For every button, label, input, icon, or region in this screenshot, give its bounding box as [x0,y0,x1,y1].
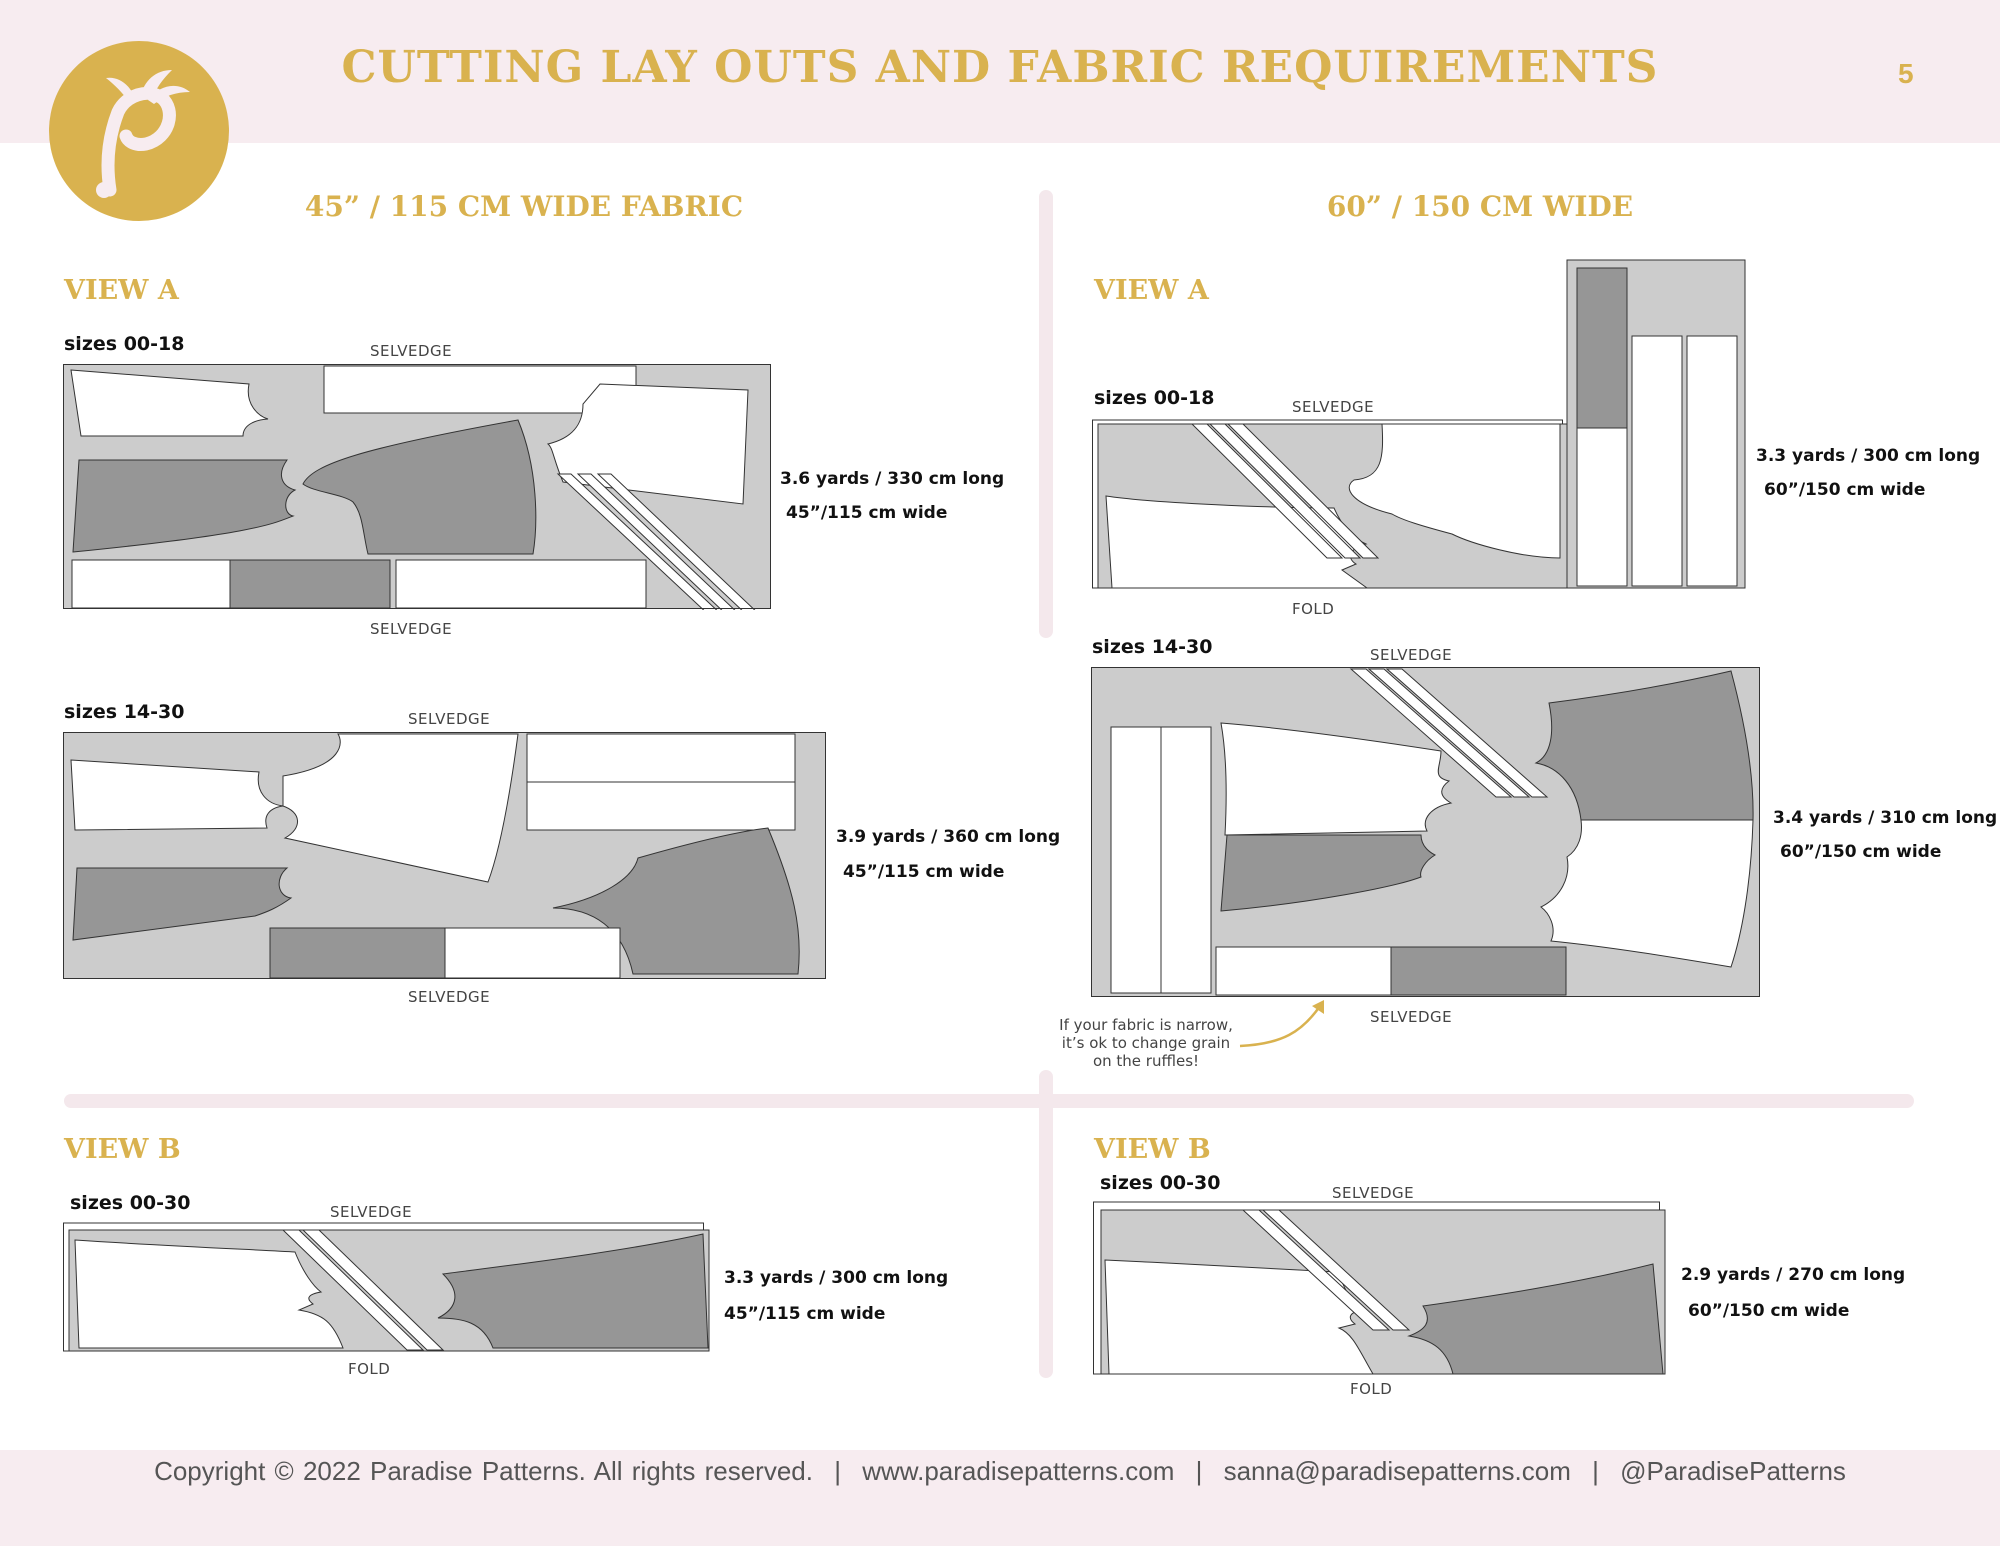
right-a2-top-edge: SELVEDGE [1370,646,1453,664]
page-number: 5 [1898,58,1914,89]
left-a2-layout-diagram [63,732,828,980]
right-a2-layout-diagram [1091,667,1763,999]
left-a2-width: 45”/115 cm wide [843,862,1005,882]
footer-email-link[interactable]: sanna@paradisepatterns.com [1223,1456,1571,1486]
right-b1-length: 2.9 yards / 270 cm long [1681,1265,1906,1285]
left-a1-layout-diagram [63,364,773,610]
footer-social-handle[interactable]: @ParadisePatterns [1620,1456,1846,1486]
ruffle-grain-note [1040,1016,1252,1070]
left-a2-sizes: sizes 14-30 [64,701,185,723]
footer-copyright: Copyright © 2022 Paradise Patterns. All rights reserved. [154,1456,813,1486]
footer [0,1456,2000,1487]
left-b1-layout-diagram [63,1222,711,1352]
right-a1-width: 60”/150 cm wide [1764,480,1926,500]
right-b1-layout-diagram [1093,1200,1667,1376]
right-a2-sizes: sizes 14-30 [1092,636,1213,658]
right-a1-length: 3.3 yards / 300 cm long [1756,446,1981,466]
right-column-title: 60” / 150 CM WIDE [1326,190,1634,223]
right-view-b-title: VIEW B [1094,1134,1211,1165]
footer-separator: | [1592,1456,1599,1486]
right-a2-bottom-edge: SELVEDGE [1370,1008,1453,1026]
left-a2-length: 3.9 yards / 360 cm long [836,827,1061,847]
right-b1-width: 60”/150 cm wide [1688,1301,1850,1321]
left-b1-width: 45”/115 cm wide [724,1304,886,1324]
horizontal-divider [64,1094,1914,1108]
right-a2-width: 60”/150 cm wide [1780,842,1942,862]
left-b1-sizes: sizes 00-30 [70,1192,191,1214]
left-a2-bottom-edge: SELVEDGE [408,988,491,1006]
left-b1-bottom-edge: FOLD [348,1360,391,1378]
note-arrow-icon [1232,996,1332,1056]
left-a1-sizes: sizes 00-18 [64,333,185,355]
right-a1-sizes: sizes 00-18 [1094,387,1215,409]
right-view-a-title: VIEW A [1094,275,1209,306]
note-line-1: If your fabric is narrow, [1059,1016,1233,1034]
right-b1-sizes: sizes 00-30 [1100,1172,1221,1194]
left-view-a-title: VIEW A [64,275,179,306]
right-a2-length: 3.4 yards / 310 cm long [1773,808,1998,828]
left-a1-length: 3.6 yards / 330 cm long [780,469,1005,489]
left-column-title: 45” / 115 CM WIDE FABRIC [304,190,744,223]
footer-website-link[interactable]: www.paradisepatterns.com [862,1456,1175,1486]
footer-separator: | [834,1456,841,1486]
note-line-3: on the ruffles! [1092,1052,1200,1070]
right-a1-top-edge: SELVEDGE [1292,398,1375,416]
left-a1-top-edge: SELVEDGE [370,342,453,360]
page-title: CUTTING LAY OUTS AND FABRIC REQUIREMENTS [341,42,1659,93]
right-a1-layout-diagram [1092,258,1747,590]
left-b1-top-edge: SELVEDGE [330,1203,413,1221]
right-a1-bottom-edge: FOLD [1292,600,1335,618]
footer-separator: | [1195,1456,1203,1486]
right-b1-top-edge: SELVEDGE [1332,1184,1415,1202]
left-a2-top-edge: SELVEDGE [408,710,491,728]
left-a1-bottom-edge: SELVEDGE [370,620,453,638]
left-view-b-title: VIEW B [64,1134,181,1165]
right-b1-bottom-edge: FOLD [1350,1380,1393,1398]
left-a1-width: 45”/115 cm wide [786,503,948,523]
vertical-divider-lower [1039,1070,1053,1378]
left-b1-length: 3.3 yards / 300 cm long [724,1268,949,1288]
note-line-2: it’s ok to change grain [1061,1034,1231,1052]
vertical-divider [1039,190,1053,638]
